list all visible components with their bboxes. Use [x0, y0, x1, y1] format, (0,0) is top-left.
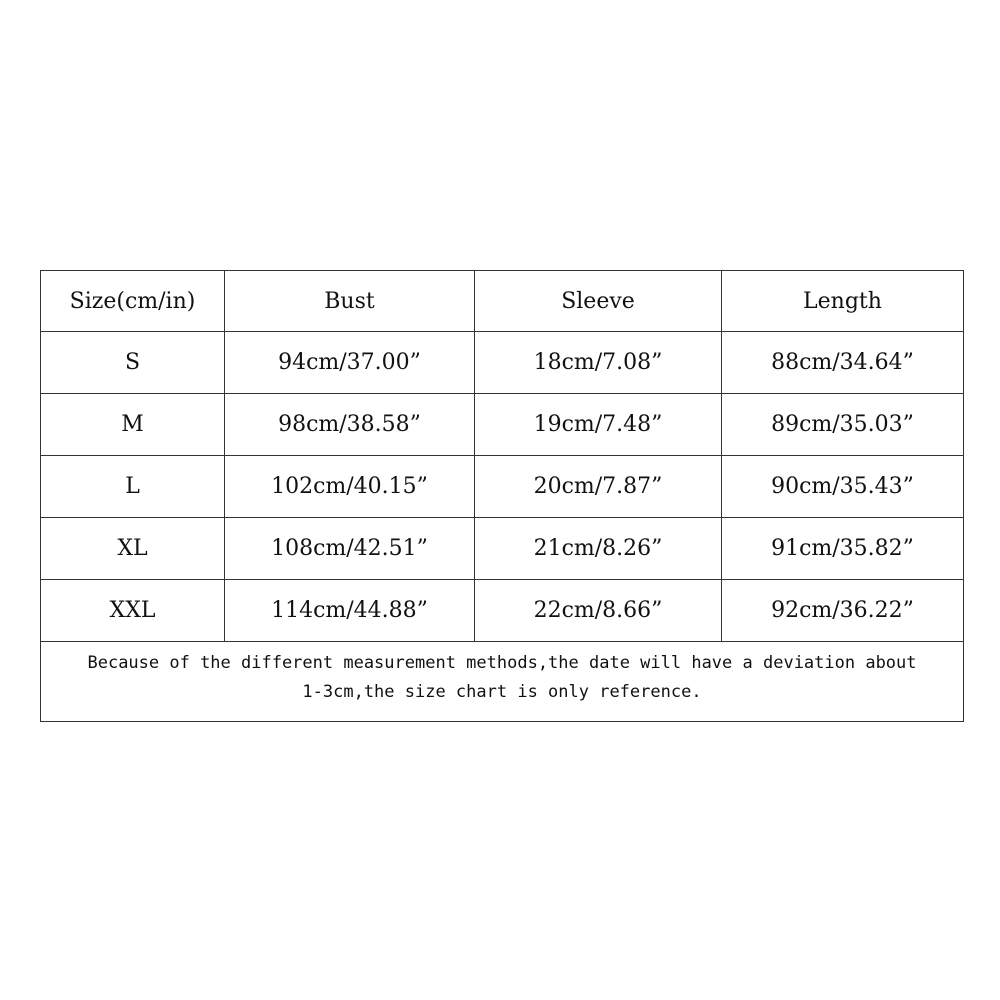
- bust-cell: 102cm/40.15”: [225, 456, 475, 518]
- measurement-note: [41, 642, 964, 722]
- size-chart-table: [40, 270, 964, 722]
- size-cell: XXL: [41, 580, 225, 642]
- sleeve-cell: 20cm/7.87”: [475, 456, 722, 518]
- bust-cell: 108cm/42.51”: [225, 518, 475, 580]
- header-row: [41, 271, 964, 332]
- sleeve-cell: 21cm/8.26”: [475, 518, 722, 580]
- size-cell: L: [41, 456, 225, 518]
- table-row: [41, 580, 964, 642]
- table-row: [41, 332, 964, 394]
- sleeve-cell: 19cm/7.48”: [475, 394, 722, 456]
- table-row: [41, 518, 964, 580]
- header-bust: Bust: [225, 271, 475, 332]
- size-cell: M: [41, 394, 225, 456]
- note-line-2: 1-3cm,the size chart is only reference.: [302, 681, 702, 702]
- length-cell: 90cm/35.43”: [722, 456, 964, 518]
- bust-cell: 114cm/44.88”: [225, 580, 475, 642]
- header-sleeve: Sleeve: [475, 271, 722, 332]
- bust-cell: 94cm/37.00”: [225, 332, 475, 394]
- length-cell: 91cm/35.82”: [722, 518, 964, 580]
- table-row: [41, 456, 964, 518]
- header-size: Size(cm/in): [41, 271, 225, 332]
- note-line-1: Because of the different measurement methods,the date will have a deviation about: [87, 652, 917, 673]
- length-cell: 89cm/35.03”: [722, 394, 964, 456]
- size-cell: S: [41, 332, 225, 394]
- bust-cell: 98cm/38.58”: [225, 394, 475, 456]
- sleeve-cell: 18cm/7.08”: [475, 332, 722, 394]
- header-length: Length: [722, 271, 964, 332]
- size-cell: XL: [41, 518, 225, 580]
- table-row: [41, 394, 964, 456]
- sleeve-cell: 22cm/8.66”: [475, 580, 722, 642]
- note-row: [41, 642, 964, 722]
- length-cell: 92cm/36.22”: [722, 580, 964, 642]
- length-cell: 88cm/34.64”: [722, 332, 964, 394]
